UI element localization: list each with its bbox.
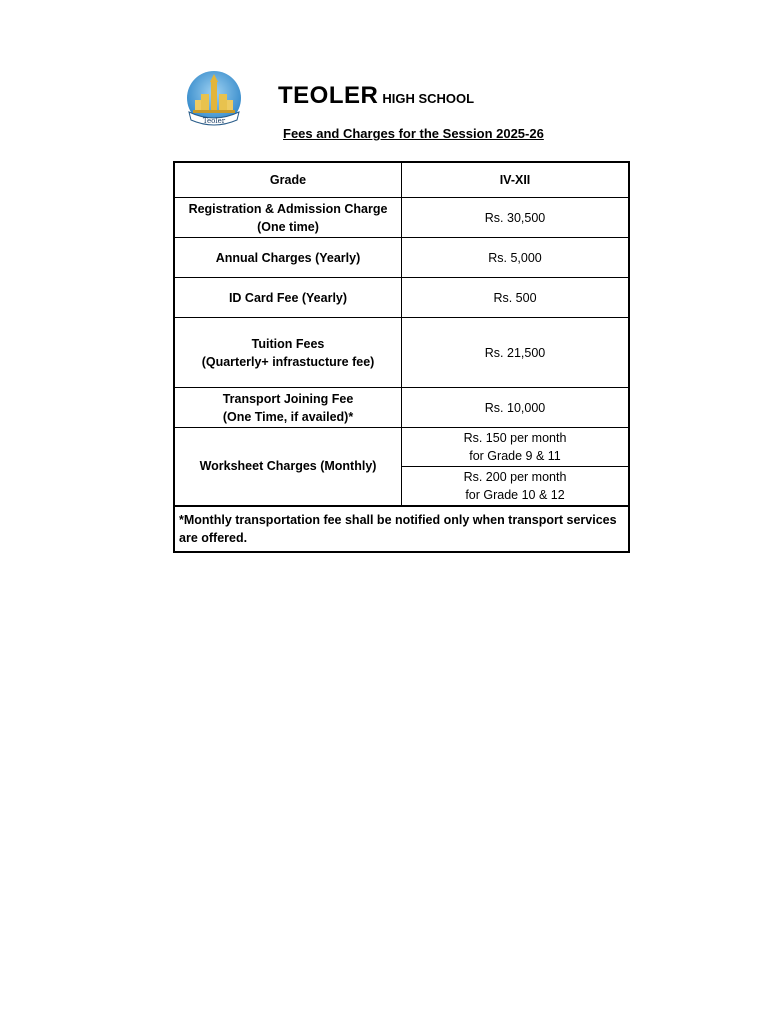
page-subtitle: Fees and Charges for the Session 2025-26	[283, 126, 544, 141]
fee-value: Rs. 10,000	[402, 388, 630, 428]
svg-text:Teoler: Teoler	[202, 117, 226, 125]
table-row	[174, 388, 629, 428]
transport-note: *Monthly transportation fee shall be notified only when transport services are offered.	[174, 506, 629, 552]
school-logo-icon	[183, 70, 245, 132]
fee-value: Rs. 500	[402, 278, 630, 318]
school-name-main: TEOLER	[278, 82, 379, 109]
fee-label: Annual Charges (Yearly)	[174, 238, 402, 278]
fee-label: ID Card Fee (Yearly)	[174, 278, 402, 318]
table-note-row	[174, 506, 629, 552]
fee-value: Rs. 21,500	[402, 318, 630, 388]
school-name-suffix: HIGH SCHOOL	[382, 91, 475, 106]
table-row	[174, 198, 629, 238]
worksheet-label: Worksheet Charges (Monthly)	[174, 428, 402, 506]
table-row	[174, 318, 629, 388]
fee-label: Transport Joining Fee (One Time, if availed)*	[174, 388, 402, 428]
table-row	[174, 428, 629, 467]
fee-table	[173, 161, 630, 553]
table-row	[174, 238, 629, 278]
table-header-row	[174, 162, 629, 198]
grade-range-header: IV-XII	[402, 162, 630, 198]
fee-value: Rs. 30,500	[402, 198, 630, 238]
worksheet-value: Rs. 200 per month for Grade 10 & 12	[402, 467, 630, 506]
school-name	[278, 82, 474, 110]
worksheet-value: Rs. 150 per month for Grade 9 & 11	[402, 428, 630, 467]
grade-header: Grade	[174, 162, 402, 198]
table-row	[174, 278, 629, 318]
fee-value: Rs. 5,000	[402, 238, 630, 278]
fee-label: Registration & Admission Charge (One time)	[174, 198, 402, 238]
fee-label: Tuition Fees (Quarterly+ infrastucture fee)	[174, 318, 402, 388]
school-logo	[183, 70, 245, 132]
